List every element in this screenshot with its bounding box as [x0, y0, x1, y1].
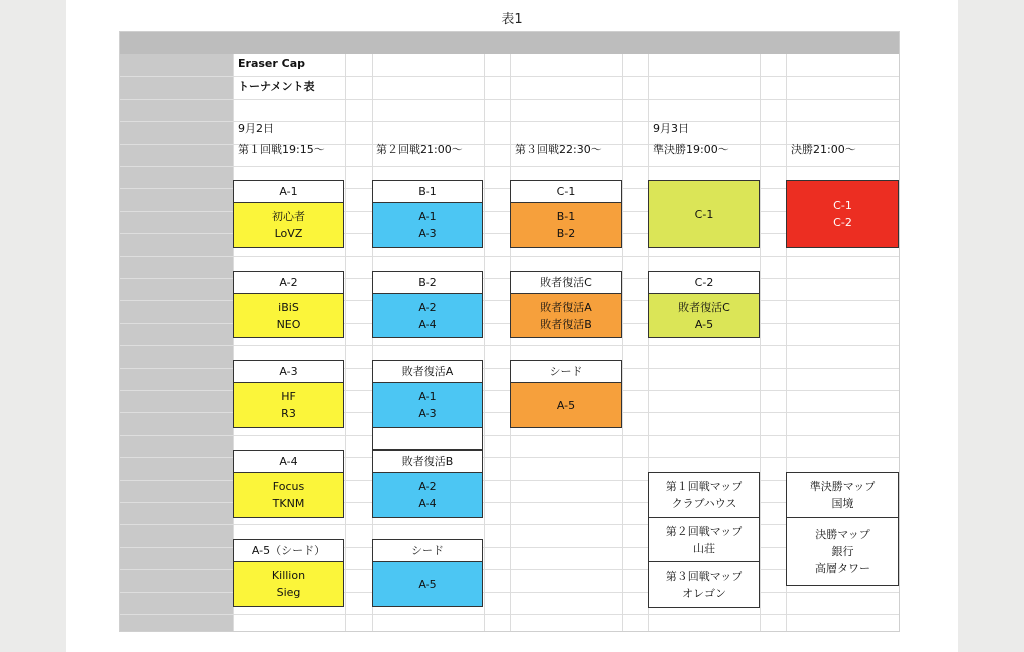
match-b1-label: B-1	[372, 180, 483, 203]
document-page	[66, 0, 958, 652]
paper-background-right	[958, 0, 1024, 652]
match-team: TKNM	[272, 497, 305, 510]
map-name: 銀行	[831, 545, 854, 558]
match-team: A-4	[418, 317, 437, 331]
map-round3	[648, 561, 760, 608]
date-day2: 9月3日	[653, 122, 689, 135]
final-match	[786, 180, 899, 248]
spreadsheet	[119, 31, 900, 632]
match-team: A-1	[418, 390, 437, 403]
match-team: B-2	[556, 227, 576, 240]
match-team: A-4	[418, 497, 437, 510]
round1-header: 第１回戦19:15～	[238, 143, 325, 156]
date-day1: 9月2日	[238, 122, 274, 135]
map-title: 決勝マップ	[815, 528, 870, 541]
map-name: オレゴン	[682, 586, 726, 600]
match-loser-c-label: 敗者復活C	[510, 271, 622, 294]
map-round2	[648, 517, 760, 562]
page-title: 表1	[501, 12, 523, 27]
match-team: Killion	[271, 569, 306, 582]
match-team: R3	[281, 407, 296, 420]
match-a5-teams	[233, 561, 344, 607]
match-seed-r2-teams	[372, 561, 483, 607]
match-a1-teams	[233, 202, 344, 248]
map-title: 第１回戦マップ	[665, 480, 743, 493]
map-name: 高層タワー	[815, 562, 870, 575]
match-team: A-3	[418, 407, 437, 420]
grid-column-line	[484, 54, 485, 631]
tournament-subtitle: トーナメント表	[238, 80, 315, 93]
map-semifinal	[786, 472, 899, 518]
match-loser-a-teams	[372, 382, 483, 428]
round3-header: 第３回戦22:30～	[515, 143, 602, 156]
semifinal-c2-teams	[648, 293, 760, 338]
match-team: iBiS	[278, 300, 299, 314]
match-b2-label: B-2	[372, 271, 483, 294]
match-a4-teams	[233, 472, 344, 518]
match-b1-teams	[372, 202, 483, 248]
match-team: 敗者復活A	[540, 300, 592, 314]
map-title: 第２回戦マップ	[665, 524, 743, 538]
match-team: 敗者復活C	[678, 300, 730, 314]
match-team: C-1	[694, 207, 714, 221]
match-a2-teams	[233, 293, 344, 338]
row-header-bar	[120, 54, 233, 631]
match-team: A-5	[694, 317, 714, 331]
match-seed-r3-label: シード	[510, 360, 622, 383]
match-a3-teams	[233, 382, 344, 428]
match-team: Sieg	[276, 586, 301, 599]
match-a3-label: A-3	[233, 360, 344, 383]
match-loser-b-label: 敗者復活B	[372, 450, 483, 473]
round2-header: 第２回戦21:00～	[376, 143, 463, 156]
match-team: A-5	[556, 398, 576, 412]
match-b2-teams	[372, 293, 483, 338]
empty-bracket-cell	[372, 427, 483, 450]
grid-column-line	[622, 54, 623, 631]
match-team: A-1	[418, 210, 437, 223]
match-team: C-1	[833, 199, 852, 212]
map-name: 国境	[831, 497, 854, 510]
map-round1	[648, 472, 760, 518]
match-team: 敗者復活B	[540, 317, 592, 331]
column-header-bar	[120, 32, 899, 54]
map-title: 準決勝マップ	[809, 480, 876, 493]
match-a2-label: A-2	[233, 271, 344, 294]
match-loser-b-teams	[372, 472, 483, 518]
match-a5-label: A-5（シード）	[233, 539, 344, 562]
match-c1-label: C-1	[510, 180, 622, 203]
match-team: C-2	[833, 216, 852, 229]
match-a1-label: A-1	[233, 180, 344, 203]
match-c1-teams	[510, 202, 622, 248]
grid-column-line	[345, 54, 346, 631]
semifinal-1	[648, 180, 760, 248]
final-header: 決勝21:00～	[791, 143, 856, 156]
map-final	[786, 517, 899, 586]
match-team: A-3	[418, 227, 437, 240]
match-team: A-5	[418, 577, 437, 591]
match-team: Focus	[272, 480, 305, 493]
match-seed-r3-teams	[510, 382, 622, 428]
semifinal-header: 準決勝19:00～	[653, 143, 729, 156]
match-loser-a-label: 敗者復活A	[372, 360, 483, 383]
map-name: 山荘	[693, 541, 715, 555]
map-title: 第３回戦マップ	[665, 569, 743, 583]
map-name: クラブハウス	[671, 497, 737, 510]
match-team: A-2	[418, 300, 437, 314]
tournament-name: Eraser Cap	[238, 57, 305, 70]
match-team: B-1	[556, 210, 576, 223]
match-team: 初心者	[272, 210, 305, 223]
match-seed-r2-label: シード	[372, 539, 483, 562]
match-team: HF	[281, 390, 296, 403]
match-team: A-2	[418, 480, 437, 493]
match-team: LoVZ	[274, 227, 303, 240]
match-team: NEO	[276, 317, 301, 331]
semifinal-c2-label: C-2	[648, 271, 760, 294]
grid-column-line	[510, 54, 511, 631]
paper-background-left	[0, 0, 66, 652]
match-loser-c-teams	[510, 293, 622, 338]
grid-column-line	[760, 54, 761, 631]
match-a4-label: A-4	[233, 450, 344, 473]
